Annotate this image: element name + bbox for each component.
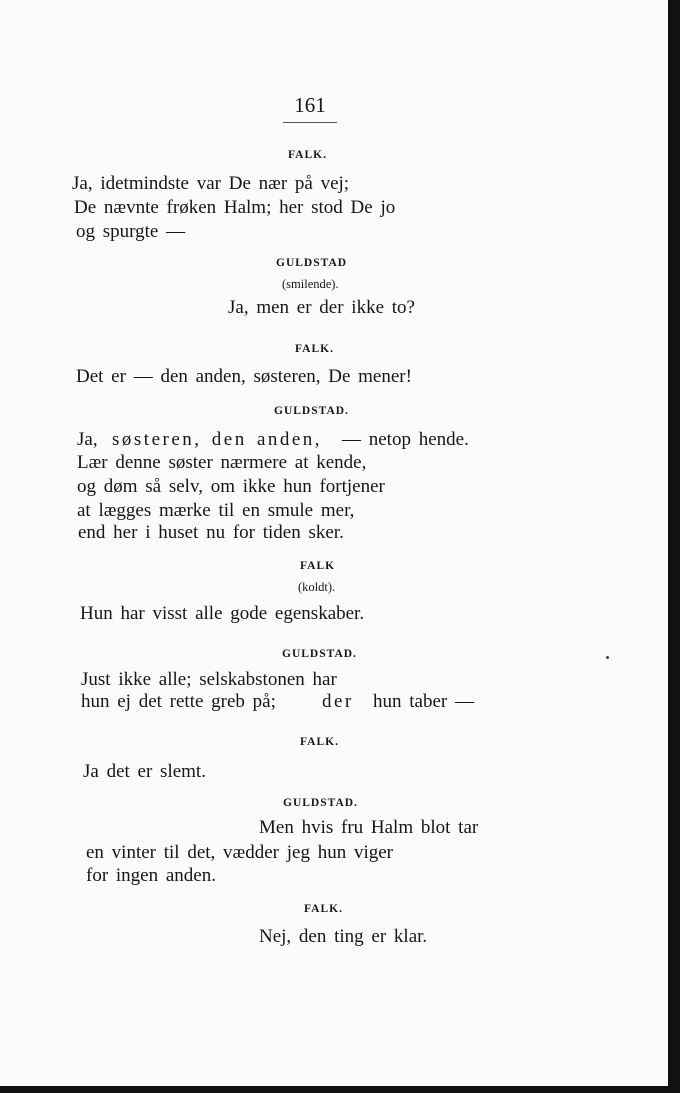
verse-line: og spurgte —: [76, 221, 186, 242]
verse-line: hun taber —: [373, 691, 474, 712]
verse-line: Hun har visst alle gode egenskaber.: [80, 603, 365, 624]
verse-line: Nej, den ting er klar.: [259, 926, 428, 947]
verse-line: Lær denne søster nærmere at kende,: [77, 452, 367, 473]
verse-line: hun ej det rette greb på;: [81, 691, 276, 712]
verse-line: Ja, idetmindste var De nær på vej;: [72, 173, 350, 194]
verse-line: end her i huset nu for tiden sker.: [78, 522, 344, 543]
speaker-name: GULDSTAD: [276, 257, 348, 269]
verse-line: — netop hende.: [342, 429, 469, 450]
speaker-name: GULDSTAD.: [282, 648, 357, 660]
verse-line: Just ikke alle; selskabstonen har: [81, 669, 337, 690]
verse-line: Ja, men er der ikke to?: [228, 297, 415, 318]
verse-line: at lægges mærke til en smule mer,: [77, 500, 355, 521]
verse-line-emphasis: der: [322, 691, 354, 712]
speaker-name: FALK.: [288, 149, 327, 161]
verse-line: for ingen anden.: [86, 865, 216, 886]
scan-edge-bottom: [0, 1086, 680, 1093]
page-number-rule: [283, 122, 337, 123]
verse-line-emphasis: søsteren, den anden,: [112, 429, 323, 450]
print-speck: [606, 656, 609, 659]
speaker-name: FALK: [300, 560, 336, 572]
verse-line: Det er — den anden, søsteren, De mener!: [76, 366, 412, 387]
stage-direction: (koldt).: [298, 580, 336, 594]
verse-line: og døm så selv, om ikke hun fortjener: [77, 476, 385, 497]
speaker-name: FALK.: [295, 343, 334, 355]
verse-line: en vinter til det, vædder jeg hun viger: [86, 842, 393, 863]
speaker-name: FALK.: [300, 736, 339, 748]
stage-direction: (smilende).: [282, 277, 339, 291]
scan-edge-right: [668, 0, 680, 1093]
verse-line: Ja,: [77, 429, 98, 450]
page-number: 161: [294, 93, 326, 117]
speaker-name: GULDSTAD.: [283, 797, 358, 809]
speaker-name: FALK.: [304, 903, 343, 915]
verse-line: De nævnte frøken Halm; her stod De jo: [74, 197, 396, 218]
verse-line: Men hvis fru Halm blot tar: [259, 817, 479, 838]
verse-line: Ja det er slemt.: [83, 761, 206, 782]
speaker-name: GULDSTAD.: [274, 405, 349, 417]
